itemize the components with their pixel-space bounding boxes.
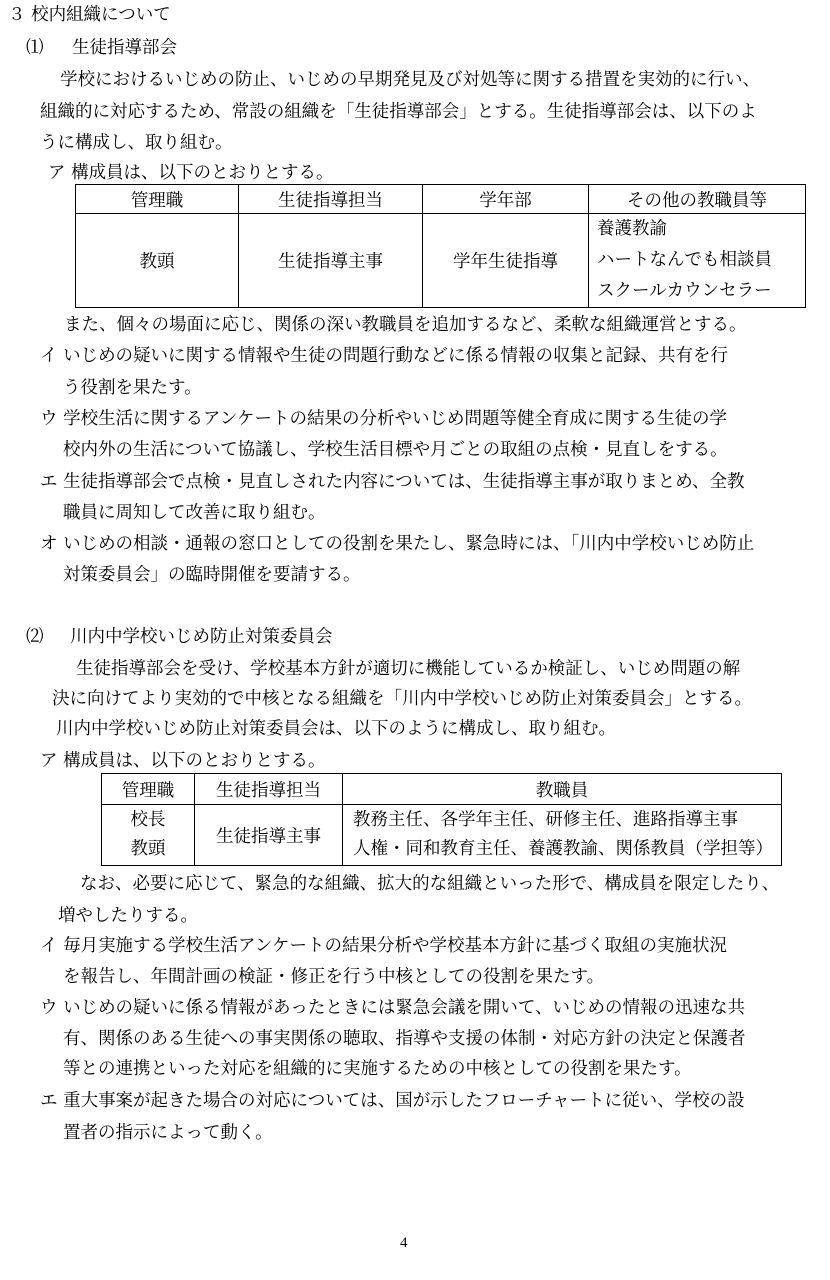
table-cell: 学年生徒指導 xyxy=(423,214,589,308)
sub2-intro-line3: 川内中学校いじめ防止対策委員会は、以下のように構成し、取り組む。 xyxy=(56,719,616,739)
sub2-note-line1: なお、必要に応じて、緊急的な組織、拡大的な組織といった形で、構成員を限定したり、 xyxy=(80,874,780,894)
sub1-item-e-line1: エ 生徒指導部会で点検・見直しされた内容については、生徒指導主事が取りまとめ、全教 xyxy=(40,472,745,492)
sub1-intro-line3: うに構成し、取り組む。 xyxy=(40,133,233,153)
sub1-label: ⑴ xyxy=(26,38,44,58)
table-cell-line: 教頭 xyxy=(130,839,166,859)
table-cell: 生徒指導主事 xyxy=(239,214,423,308)
table-cell-line: 人権・同和教育主任、養護教諭、関係教員（学担等） xyxy=(353,839,773,859)
sub1-item-o-line2: 対策委員会」の臨時開催を要請する。 xyxy=(63,565,361,585)
sub2-item-e-line2: 置者の指示によって動く。 xyxy=(63,1123,273,1143)
sub2-intro-line2: 決に向けてより実効的で中核となる組織を「川内中学校いじめ防止対策委員会」とする。 xyxy=(52,689,752,709)
table-row xyxy=(76,214,806,308)
table-cell-line: 校長 xyxy=(130,810,166,830)
sub1-item-o-line1: オ いじめの相談・通報の窓口としての役割を果たし、緊急時には、「川内中学校いじめ防止 xyxy=(40,534,755,554)
section-heading: ３ 校内組織について xyxy=(8,5,171,25)
sub2-item-i-line1: イ 毎月実施する学校生活アンケートの結果分析や学校基本方針に基づく取組の実施状況 xyxy=(40,936,728,956)
sub2-label: ⑵ xyxy=(26,627,44,647)
sub2-title: 川内中学校いじめ防止対策委員会 xyxy=(70,627,333,647)
table-header: 管理職 xyxy=(102,774,195,805)
table-cell-line: ハートなんでも相談員 xyxy=(597,250,772,270)
table-cell xyxy=(343,805,782,866)
sub2-item-u-line2: 有、関係のある生徒への事実関係の聴取、指導や支援の体制・対応方針の決定と保護者 xyxy=(63,1029,746,1049)
sub2-item-e-line1: エ 重大事案が起きた場合の対応については、国が示したフローチャートに従い、学校の設 xyxy=(40,1091,745,1111)
table-cell xyxy=(102,805,195,866)
sub1-item-e-line2: 職員に周知して改善に取り組む。 xyxy=(63,503,326,523)
table-header: 学年部 xyxy=(423,185,589,214)
table-cell: 教頭 xyxy=(76,214,239,308)
sub1-item-u-line2: 校内外の生活について協議し、学校生活目標や月ごとの取組の点検・見直しをする。 xyxy=(63,440,728,460)
sub2-item-a: ア 構成員は、以下のとおりとする。 xyxy=(40,751,326,771)
table-cell: 生徒指導主事 xyxy=(195,805,343,866)
sub1-intro-line1: 学校におけるいじめの防止、いじめの早期発見及び対処等に関する措置を実効的に行い、 xyxy=(60,70,760,90)
sub1-item-u-line1: ウ 学校生活に関するアンケートの結果の分析やいじめ問題等健全育成に関する生徒の学 xyxy=(40,409,728,429)
table-header: 生徒指導担当 xyxy=(195,774,343,805)
table-header-row xyxy=(102,774,782,805)
table-header: 管理職 xyxy=(76,185,239,214)
sub2-note-line2: 増やしたりする。 xyxy=(58,906,198,926)
table-cell-line: 教務主任、各学年主任、研修主任、進路指導主事 xyxy=(353,810,738,830)
sub1-intro-line2: 組織的に対応するため、常設の組織を「生徒指導部会」とする。生徒指導部会は、以下のよ xyxy=(40,102,757,122)
sub2-item-i-line2: を報告し、年間計画の検証・修正を行う中核としての役割を果たす。 xyxy=(63,967,605,987)
table-cell-line: 養護教諭 xyxy=(597,219,667,239)
sub1-title: 生徒指導部会 xyxy=(72,38,177,58)
sub2-item-u-line1: ウ いじめの疑いに係る情報があったときには緊急会議を開いて、いじめの情報の迅速な共 xyxy=(40,998,746,1018)
table-header: その他の教職員等 xyxy=(589,185,806,214)
table-header: 教職員 xyxy=(343,774,782,805)
sub1-item-a: ア 構成員は、以下のとおりとする。 xyxy=(48,163,334,183)
table-cell-line: スクールカウンセラー xyxy=(597,281,772,301)
table-header: 生徒指導担当 xyxy=(239,185,423,214)
sub1-item-i-line2: う役割を果たす。 xyxy=(63,378,202,398)
sub2-intro-line1: 生徒指導部会を受け、学校基本方針が適切に機能しているか検証し、いじめ問題の解 xyxy=(76,659,741,679)
sub1-note: また、個々の場面に応じ、関係の深い教職員を追加するなど、柔軟な組織運営とする。 xyxy=(64,315,747,335)
table-cell xyxy=(589,214,806,308)
table-row xyxy=(102,805,782,866)
sub1-item-i-line1: イ いじめの疑いに関する情報や生徒の問題行動などに係る情報の収集と記録、共有を行 xyxy=(40,346,729,366)
sub1-members-table xyxy=(75,184,806,308)
sub2-item-u-line3: 等との連携といった対応を組織的に実施するための中核としての役割を果たす。 xyxy=(63,1059,692,1079)
table-header-row xyxy=(76,185,806,214)
page-number: 4 xyxy=(400,1235,408,1251)
sub2-members-table xyxy=(101,773,782,866)
